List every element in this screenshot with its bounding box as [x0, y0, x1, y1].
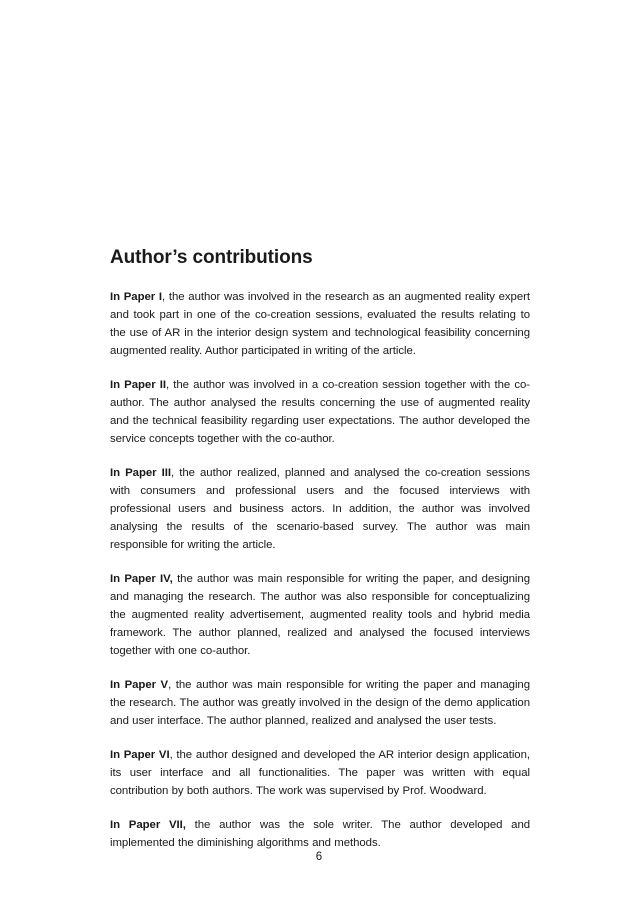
paragraph-lead: In Paper VI — [110, 749, 170, 761]
paragraph-body: , the author designed and developed the AR interior design application, its user interface and all functionalities. The paper was written with equal contribution by both authors. The work was supervised by Prof. Woodward. — [110, 749, 530, 797]
paragraph-paper-7 — [110, 816, 530, 852]
paragraph-lead: In Paper IV, — [110, 573, 173, 585]
paragraph-lead: In Paper V — [110, 679, 169, 691]
paragraph-paper-5 — [110, 676, 530, 730]
paragraph-body: , the author realized, planned and analysed the co-creation sessions with consumers and professional users and the focused interviews with professional users and business actors. In addition, the author was involved analysing the results of the scenario-based survey. The author was main responsible for writing the article. — [110, 467, 531, 551]
paragraph-paper-2 — [110, 376, 530, 448]
paragraph-lead: In Paper I — [110, 291, 163, 303]
paragraph-body: , the author was main responsible for writing the paper and managing the research. The author was greatly involved in the design of the demo application and user interface. The author planned, realized and analysed the user tests. — [110, 679, 531, 727]
paragraph-paper-6 — [110, 746, 530, 800]
paragraph-paper-4 — [110, 570, 530, 660]
paragraph-body: , the author was involved in a co-creation session together with the co-author. The author analysed the results concerning the use of augmented reality and the technical feasibility regarding user expectations. The author developed the service concepts together with the co-author. — [110, 379, 530, 445]
paragraph-lead: In Paper VII, — [110, 819, 186, 831]
paragraph-body: the author was main responsible for writing the paper, and designing and managing the research. The author was also responsible for conceptualizing the augmented reality advertisement, augmented reality tools and hybrid media framework. The author planned, realized and analysed the focused interviews together with one co-author. — [110, 573, 530, 657]
paragraph-lead: In Paper III — [110, 467, 171, 479]
paragraph-lead: In Paper II — [110, 379, 166, 391]
contributions-section — [110, 246, 530, 868]
paragraph-body: the author was the sole writer. The author developed and implemented the diminishing algorithms and methods. — [110, 819, 531, 849]
paragraph-paper-3 — [110, 464, 530, 554]
page-number: 6 — [315, 851, 323, 863]
paragraph-body: , the author was involved in the research as an augmented reality expert and took part in one of the co-creation sessions, evaluated the results relating to the use of AR in the interior design system and technological feasibility concerning augmented reality. Author participated in writing of the article. — [110, 291, 530, 357]
section-heading: Author’s contributions — [110, 247, 313, 268]
paragraph-paper-1 — [110, 288, 530, 360]
